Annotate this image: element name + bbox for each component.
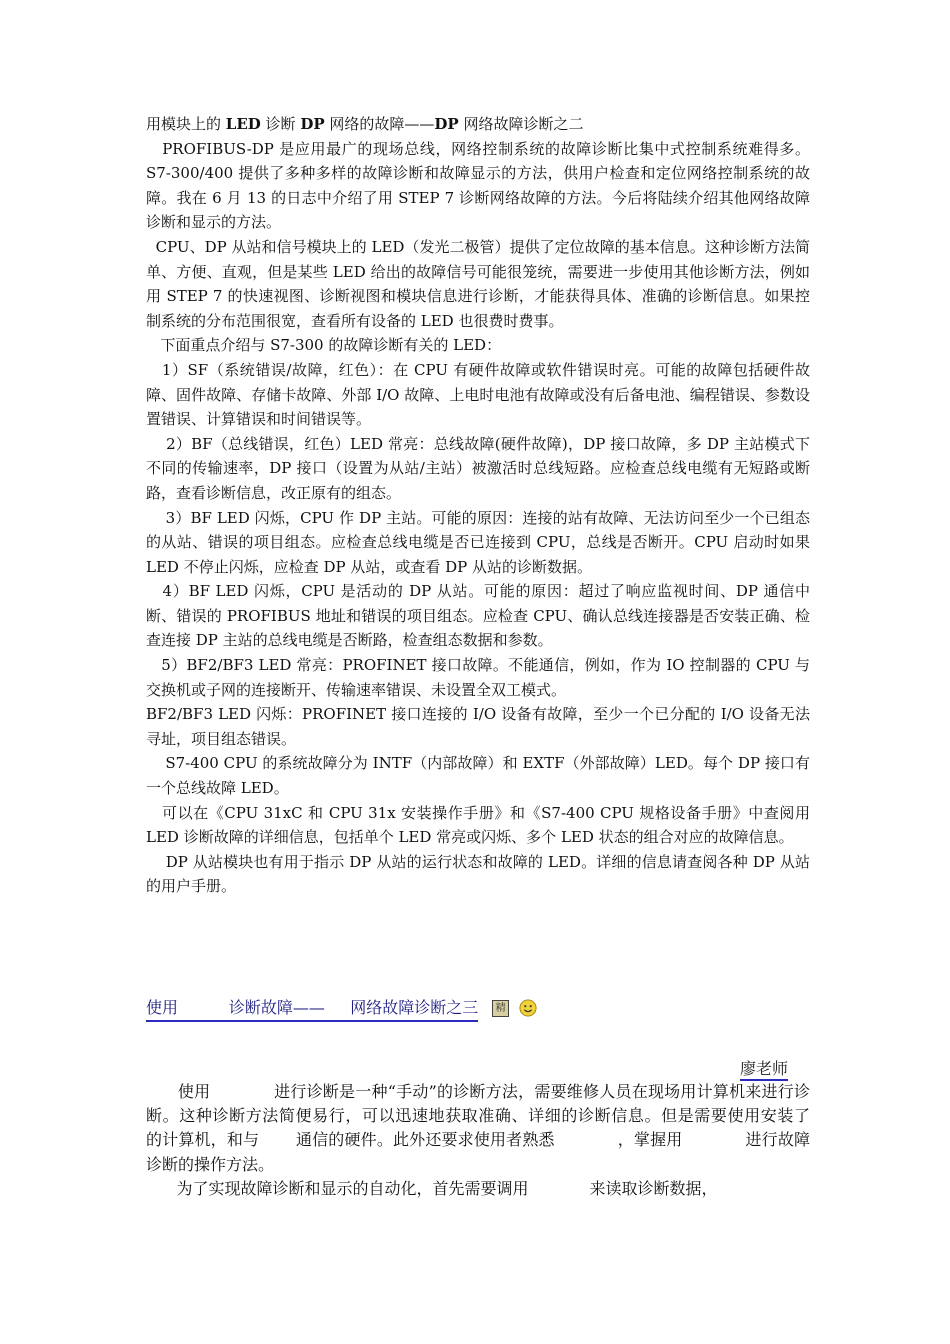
article-2-title-link[interactable]: 使用 诊断故障—— 网络故障诊断之三 — [146, 995, 478, 1022]
jing-badge-icon: 精 — [492, 1000, 509, 1017]
article-2-title-row — [146, 992, 810, 1024]
title-part: DP — [434, 115, 459, 133]
paragraph: 3）BF LED 闪烁，CPU 作 DP 主站。可能的原因：连接的站有故障、无法访问至少一个已组态的从站、错误的项目组态。应检查总线电缆是否已连接到 CPU，总线是否断开。CPU 启动时如果 LED 不停止闪烁，应检查 DP 从站，或查看 DP 从站的诊断数据。 — [146, 508, 815, 576]
article-1-title — [146, 112, 810, 137]
smile-icon — [519, 999, 537, 1017]
author-row — [146, 1056, 810, 1079]
title-part: 诊断 — [260, 115, 301, 133]
paragraph: 使用 进行诊断是一种“手动”的诊断方法，需要维修人员在现场用计算机来进行诊断。这种诊断方法简便易行，可以迅速地获取准确、详细的诊断信息。但是需要使用安装了 的计算机，和与 通信的硬件。此外还要求使用者熟悉 ，掌握用 进行故障诊断的操作方法。 — [146, 1082, 872, 1174]
article-2-body — [146, 1080, 872, 1201]
paragraph: 为了实现故障诊断和显示的自动化，首先需要调用 来读取诊断数据， — [146, 1178, 718, 1198]
paragraph: 4）BF LED 闪烁，CPU 是活动的 DP 从站。可能的原因：超过了响应监视时间、DP 通信中断、错误的 PROFIBUS 地址和错误的项目组态。应检查 CPU、确认总线连接器是否安装正确、检查连接 DP 主站的总线电缆是否断路，检查组态数据和参数。 — [146, 582, 810, 650]
paragraph: S7-400 CPU 的系统故障分为 INTF（内部故障）和 EXTF（外部故障）LED。每个 DP 接口有一个总线故障 LED。 — [146, 754, 810, 798]
paragraph: DP 从站模块也有用于指示 DP 从站的运行状态和故障的 LED。详细的信息请查阅各种 DP 从站的用户手册。 — [146, 852, 810, 896]
author-link[interactable]: 廖老师 — [740, 1059, 788, 1081]
paragraph: 可以在《CPU 31xC 和 CPU 31x 安装操作手册》和《S7-400 CPU 规格设备手册》中查阅用 LED 诊断故障的详细信息，包括单个 LED 常亮或闪烁、多个 LED 状态的组合对应的故障信息。 — [146, 803, 815, 847]
title-part: 网络故障诊断之二 — [458, 115, 584, 133]
paragraph: BF2/BF3 LED 闪烁：PROFINET 接口连接的 I/O 设备有故障，至少一个已分配的 I/O 设备无法寻址，项目组态错误。 — [146, 705, 810, 748]
title-part: DP — [300, 115, 325, 133]
paragraph: CPU、DP 从站和信号模块上的 LED（发光二极管）提供了定位故障的基本信息。这种诊断方法简单、方便、直观，但是某些 LED 给出的故障信号可能很笼统，需要进一步使用其他诊断方法，例如用 STEP 7 的快速视图、诊断视图和模块信息进行诊断，才能获得具体、准确的诊断信息。如果控制系统的分布范围很宽，查看所有设备的 LED 也很费时费事。 — [146, 237, 811, 330]
title-part: LED — [225, 115, 261, 133]
paragraph: 2）BF（总线错误，红色）LED 常亮：总线故障(硬件故障)，DP 接口故障，多 DP 主站模式下不同的传输速率，DP 接口（设置为从站/主站）被激活时总线短路。应检查总线电缆有无短路或断路，查看诊断信息，改正原有的组态。 — [146, 434, 810, 502]
article-2-header — [146, 992, 810, 1024]
paragraph: 下面重点介绍与 S7-300 的故障诊断有关的 LED： — [146, 336, 502, 355]
paragraph: 5）BF2/BF3 LED 常亮：PROFINET 接口故障。不能通信，例如，作为 IO 控制器的 CPU 与交换机或子网的连接断开、传输速率错误、未设置全双工模式。 — [146, 656, 810, 699]
title-part: 用模块上的 — [146, 115, 226, 133]
paragraph: 1）SF（系统错误/故障，红色）：在 CPU 有硬件故障或软件错误时亮。可能的故障包括硬件故障、固件故障、存储卡故障、外部 I/O 故障、上电时电池有故障或没有后备电池、编程错误、参数设置错误、计算错误和时间错误等。 — [146, 360, 810, 429]
title-part: 网络的故障—— — [324, 115, 435, 133]
paragraph: PROFIBUS-DP 是应用最广的现场总线，网络控制系统的故障诊断比集中式控制系统难得多。S7-300/400 提供了多种多样的故障诊断和故障显示的方法，供用户检查和定位网络控制系统的故障。我在 6 月 13 的日志中介绍了用 STEP 7 诊断网络故障的方法。今后将陆续介绍其他网络故障诊断和显示的方法。 — [146, 139, 810, 232]
article-1 — [146, 112, 815, 899]
